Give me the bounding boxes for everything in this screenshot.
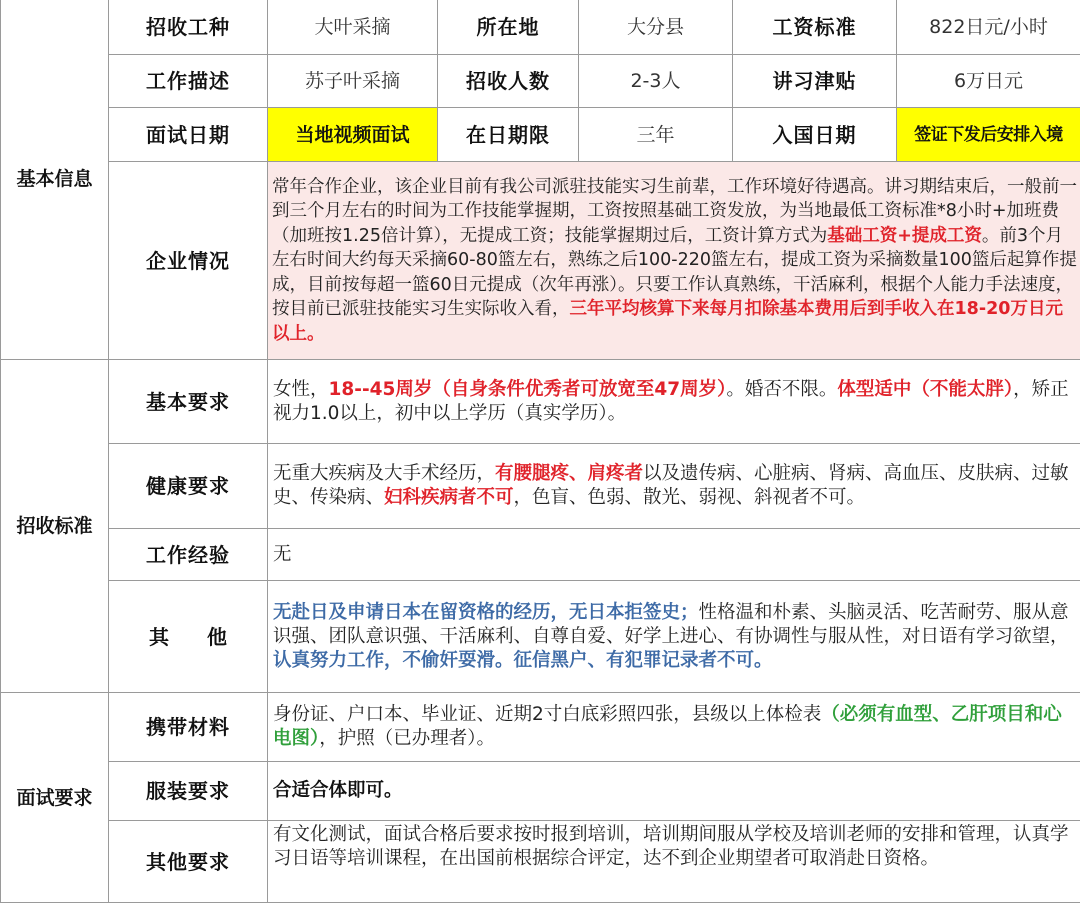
company-highlight-2: 三年平均核算下来每月扣除基本费用后到手收入在18-20万日元以上。 [272,299,1063,344]
other-highlight-1: 无赴日及申请日本在留资格的经历，无日本拒签史； [273,602,699,623]
basic-req-text-1: 女性， [273,379,329,400]
company-label: 企业情况 [109,162,268,360]
basic-req-text-3: ，矫正视力1.0以上，初中以上学历（真实学历）。 [273,379,1069,424]
work-desc-label: 工作描述 [109,55,268,108]
stay-period-label: 在日期限 [438,108,579,162]
materials-text [268,693,1080,762]
other-label: 其他 [109,581,268,693]
company-text-1: 常年合作企业，该企业目前有我公司派驻技能实习生前辈，工作环境好待遇高。讲习期结束后，一般前一到三个月左右的时间为工作技能掌握期，工资按照基础工资发放，为当地最低工资标准*8小时+加班费（加班按1.25倍计算），无提成工资；技能掌握期过后，工资计算方式为 [272,177,1077,246]
experience-value: 无 [268,529,1080,581]
health-text-2: 以及遗传病、心脏病、肾病、高血压、皮肤病、过敏史、传染病、 [273,463,1069,508]
allowance-label: 讲习津贴 [733,55,897,108]
interview-date-label: 面试日期 [109,108,268,162]
work-desc-value: 苏子叶采摘 [268,55,438,108]
other-text-1: 性格温和朴素、头脑灵活、吃苦耐劳、服从意识强、团队意识强、干活麻利、自尊自爱、好学上进心、有协调性与服从性，对日语有学习欲望， [273,602,1069,647]
company-text-2: 。前3个月左右时间大约每天采摘60-80篮左右，熟练之后100-220篮左右，提成工资为采摘数量100篮后起算作提成，目前按每超一篮60日元提成（次年再涨）。只要工作认真熟练，干活麻利，根据个人能力手法速度，按目前已派驻技能实习生实际收入看， [272,226,1077,320]
health-highlight-1: 有腰腿疼、肩疼者 [495,463,643,484]
materials-label: 携带材料 [109,693,268,762]
entry-date-label: 入国日期 [733,108,897,162]
materials-text-1: 身份证、户口本、毕业证、近期2寸白底彩照四张，县级以上体检表 [273,704,821,725]
age-requirement: 18--45周岁（自身条件优秀者可放宽至47周岁） [329,379,727,400]
health-req-label: 健康要求 [109,444,268,529]
entry-date-value: 签证下发后安排入境 [897,108,1080,162]
allowance-value: 6万日元 [897,55,1080,108]
health-highlight-2: 妇科疾病者不可 [384,487,514,508]
basic-req-label: 基本要求 [109,360,268,444]
other-text [268,581,1080,693]
wage-value: 822日元/小时 [897,0,1080,55]
section-basic-info: 基本信息 [1,0,109,360]
other-req-text: 有文化测试，面试合格后要求按时报到培训，培训期间服从学校及培训老师的安排和管理，认真学习日语等培训课程，在出国前根据综合评定，达不到企业期望者可取消赴日资格。 [268,821,1080,903]
dress-label: 服装要求 [109,762,268,821]
wage-label: 工资标准 [733,0,897,55]
experience-label: 工作经验 [109,529,268,581]
other-highlight-2: 认真努力工作，不偷奸耍滑。征信黑户、有犯罪记录者不可。 [273,650,773,671]
headcount-label: 招收人数 [438,55,579,108]
section-interview-req: 面试要求 [1,693,109,903]
dress-value: 合适合体即可。 [268,762,1080,821]
health-req-text [268,444,1080,529]
materials-highlight: （必须有血型、乙肝项目和心电图） [273,704,1062,749]
company-description [268,162,1080,360]
interview-date-value: 当地视频面试 [268,108,438,162]
stay-period-value: 三年 [579,108,733,162]
section-recruit-standard: 招收标准 [1,360,109,693]
other-req-label: 其他要求 [109,821,268,903]
health-text-1: 无重大疾病及大手术经历， [273,463,495,484]
health-text-3: ，色盲、色弱、散光、弱视、斜视者不可。 [514,487,866,508]
location-label: 所在地 [438,0,579,55]
job-type-value: 大叶采摘 [268,0,438,55]
job-type-label: 招收工种 [109,0,268,55]
basic-req-text [268,360,1080,444]
headcount-value: 2-3人 [579,55,733,108]
materials-text-2: ，护照（已办理者）。 [319,728,495,749]
location-value: 大分县 [579,0,733,55]
body-type-requirement: 体型适中（不能太胖） [837,379,1013,400]
basic-req-text-2: 。婚否不限。 [726,379,837,400]
company-highlight-1: 基础工资+提成工资 [827,226,982,246]
